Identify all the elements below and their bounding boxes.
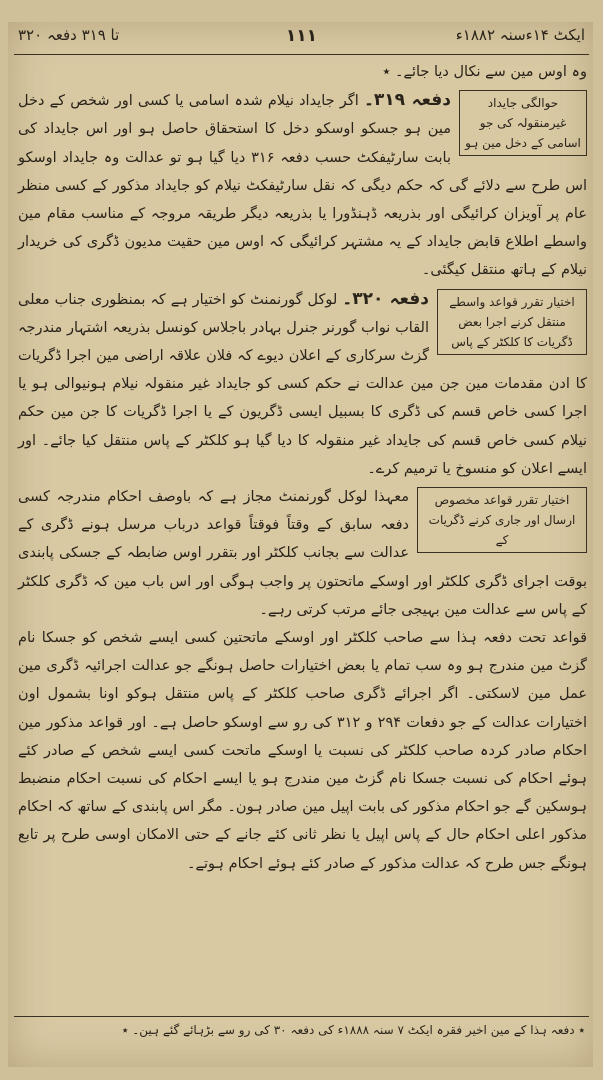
section-320-para-3: قواعد تحت دفعہ ہذا سے صاحب کلکٹر اور اوسکے ماتحتین کسی ایسے شخص کو جسکا نام گزٹ مین مندرج ہو وہ سب تمام یا بعض اختیارات حاصل ہونگے جو عدالت اجرائیہ ڈگری مین عمل مین لاسکتی۔ اگر اجرائے ڈگری صاحب کلکٹر کے پاس منتقل ہوکو اونا بشمول اون اختیارات عدالت کے جو دفعات ۲۹۴ و ۳۱۲ کی رو سے اوسکو حاصل ہے۔ اور قواعد مذکور مین احکام صادر کردہ صاحب کلکٹر کی نسبت یا اوسکے ماتحت کسی ایسے شخص کے صادر کئے ہوئے احکام کی نسبت جسکا نام گزٹ مین مندرج ہو یا ایسے احکام کی نسبت احکام منضبط ہوسکین گے جو احکام مذکور کی بابت اپیل مین صادر ہون۔ مگر اس پابندی کے ساتھ کہ احکام مذکور اعلی احکام حال کے پاس اپیل یا نظر ثانی کئے جانے کے حتی الامکان اوسی طرح پر تابع ہونگے جس طرح کہ عدالت مذکور کے صادر کئے ہوئے احکام ہوتے۔: [18, 630, 587, 872]
page-number: ۱۱۱: [285, 26, 318, 46]
footnote-rule: [14, 1016, 589, 1017]
section-319-text: اگر جایداد نیلام شدہ اسامی یا کسی اور شخص کے دخل مین ہو جسکو اوسکو دخل کا استحقاق حاصل ہو اور اس جایداد کی بابت سارٹیفکٹ حسب دفعہ ۳۱۶ دیا گیا ہو تو عدالت وہ جایداد اوسکو اس طرح سے دلائے گی کہ حکم دیگی کہ نقل سارٹیفکٹ نیلام کو جایداد مذکور کے کسی منظر عام پر آویزان کرائیگی اور بذریعہ ڈہنڈورا یا بذریعہ دیگر طریقہ مروجہ کے مناسب مقام مین واسطے اطلاع قابض جایداد کے یہ مشتہر کرائیگی کہ اوس مین حقیت مدیون ڈگری کی خریدار نیلام کے ہاتھ منتقل کیگئی۔: [18, 93, 587, 279]
section-319-heading: دفعہ ۳۱۹۔: [363, 90, 451, 111]
section-320-text: لوکل گورنمنٹ کو اختیار ہے کہ بمنظوری جناب معلی القاب نواب گورنر جنرل بہادر باجلاس کونسل بذریعہ اشتہار مندرجہ گزٹ سرکاری کے اعلان دیوے کہ فلان علاقہ اراضی مین اجرا ڈگریات کا ادن مقدمات مین جن مین عدالت نے حکم کسی کو جایداد غیر منقولہ نیلام ہونیوالی ہو یا اجرا کسی خاص قسم کی ڈگری کا بسبیل ایسی ڈگریون کے یا اجرا ڈگریات کا جن مین حکم نیلام کسی خاص قسم کی جایداد غیر منقولہ کا دیا گیا ہو کلکٹر کے پاس منتقل کیا جائے۔ اور ایسے اعلان کو منسوخ یا ترمیم کرے۔: [18, 291, 587, 477]
margin-note-319: حوالگی جایداد غیرمنقولہ کی جو اسامی کے دخل مین ہو: [459, 90, 587, 156]
margin-note-320: اختیار تقرر قواعد واسطے منتقل کرنے اجرا بعض ڈگریات کا کلکٹر کے پاس: [437, 289, 587, 355]
section-320-para-2: معہذا لوکل گورنمنٹ مجاز ہے کہ باوصف احکام مندرجہ کسی دفعہ سابق کے وقتاً فوقتاً قواعد درباب مرسل ہونے ڈگری کے عدالت سے بجانب کلکٹر اور بتقرر اوس ضابطہ کے جسکی پابندی بوقت اجرای ڈگری کلکٹر اور اوسکے ماتحتون پر واجب ہوگی اور اس باب مین کہ ڈگری کلکٹر کے پاس سے عدالت مین بہیجی جائے مرتب کرتی رہے۔: [18, 489, 587, 618]
page-body: [18, 58, 587, 878]
section-320-heading: دفعہ ۳۲۰۔: [342, 288, 430, 309]
page-header: [18, 26, 585, 52]
intro-line: وہ اوس مین سے نکال دیا جائے۔ ٭: [382, 64, 587, 80]
act-title: ایکٹ ۱۴ءسنہ ۱۸۸۲ء: [455, 26, 585, 44]
footnote: ٭ دفعہ ہذا کے مین اخیر فقرہ ایکٹ ۷ سنہ ۱۸۸۸ء کی دفعہ ۳۰ کی رو سے بڑہائے گئے ہین۔ ٭: [121, 1023, 585, 1037]
margin-note-320-rules: اختیار تقرر قواعد مخصوص ارسال اور جاری کرنے ڈگریات کے: [417, 487, 587, 553]
section-range: ۳۲۰ تا ۳۱۹ دفعہ: [18, 26, 120, 44]
header-rule: [14, 54, 589, 55]
